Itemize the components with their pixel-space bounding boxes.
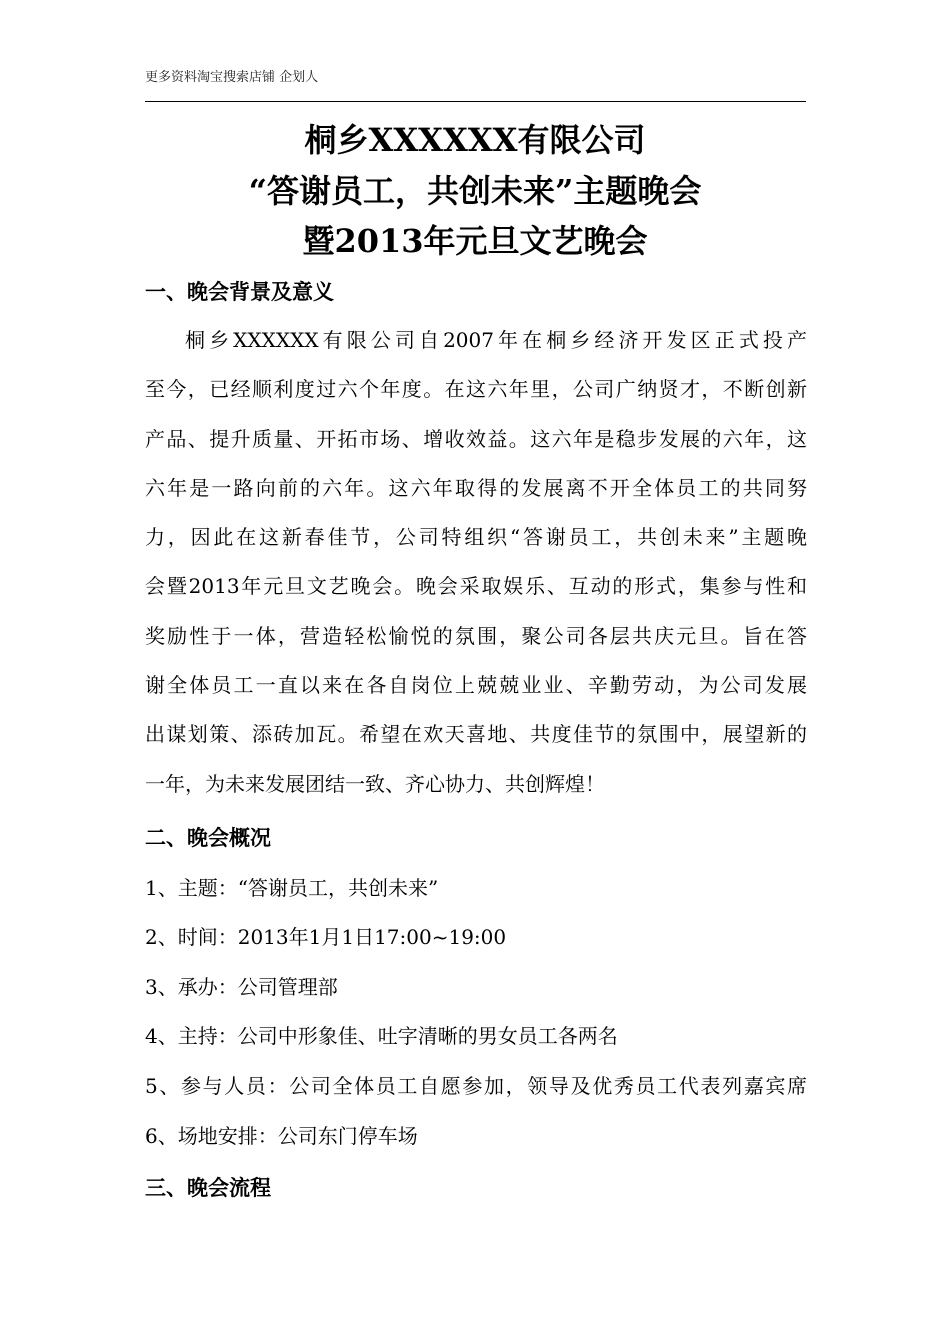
paragraph-line: 至今，已经顺利度过六个年度。在这六年里，公司广纳贤才，不断创新 xyxy=(145,377,807,402)
paragraph-line: 会暨2013年元旦文艺晚会。晚会采取娱乐、互动的形式，集参与性和 xyxy=(145,574,807,599)
paragraph-line: 一年，为未来发展团结一致、齐心协力、共创辉煌！ xyxy=(145,771,605,796)
overview-item-host: 4、主持：公司中形象佳、吐字清晰的男女员工各两名 xyxy=(145,1024,618,1048)
overview-item-organizer: 3、承办：公司管理部 xyxy=(145,975,338,999)
overview-item-participants: 5、参与人员：公司全体员工自愿参加，领导及优秀员工代表列嘉宾席 xyxy=(145,1074,807,1098)
overview-item-venue: 6、场地安排：公司东门停车场 xyxy=(145,1124,418,1148)
paragraph-line: 桐乡XXXXXX有限公司自2007年在桐乡经济开发区正式投产 xyxy=(185,328,807,352)
header-divider xyxy=(145,101,806,102)
paragraph-line: 出谋划策、添砖加瓦。希望在欢天喜地、共度佳节的氛围中，展望新的 xyxy=(145,722,807,747)
section-1-paragraph xyxy=(145,316,807,809)
paragraph-line: 六年是一路向前的六年。这六年取得的发展离不开全体员工的共同努 xyxy=(145,475,807,500)
section-2-heading: 二、晚会概况 xyxy=(145,825,271,850)
paragraph-line: 力，因此在这新春佳节，公司特组织“答谢员工，共创未来”主题晚 xyxy=(145,525,807,550)
section-3-heading: 三、晚会流程 xyxy=(145,1175,271,1200)
title-line-3: 暨2013年元旦文艺晚会 xyxy=(302,222,648,260)
overview-item-theme: 1、主题：“答谢员工，共创未来” xyxy=(145,876,439,900)
paragraph-line: 奖励性于一体，营造轻松愉悦的氛围，聚公司各层共庆元旦。旨在答 xyxy=(145,623,807,648)
overview-item-time: 2、时间：2013年1月1日17:00~19:00 xyxy=(145,925,507,949)
title-line-1: 桐乡XXXXXX有限公司 xyxy=(304,121,646,159)
header-note: 更多资料淘宝搜索店铺 企划人 xyxy=(145,70,319,85)
title-line-2: “答谢员工，共创未来”主题晚会 xyxy=(248,172,702,210)
paragraph-line: 产品、提升质量、开拓市场、增收效益。这六年是稳步发展的六年，这 xyxy=(145,426,807,451)
paragraph-line: 谢全体员工一直以来在各自岗位上兢兢业业、辛勤劳动，为公司发展 xyxy=(145,673,807,698)
section-1-heading: 一、晚会背景及意义 xyxy=(145,279,334,304)
